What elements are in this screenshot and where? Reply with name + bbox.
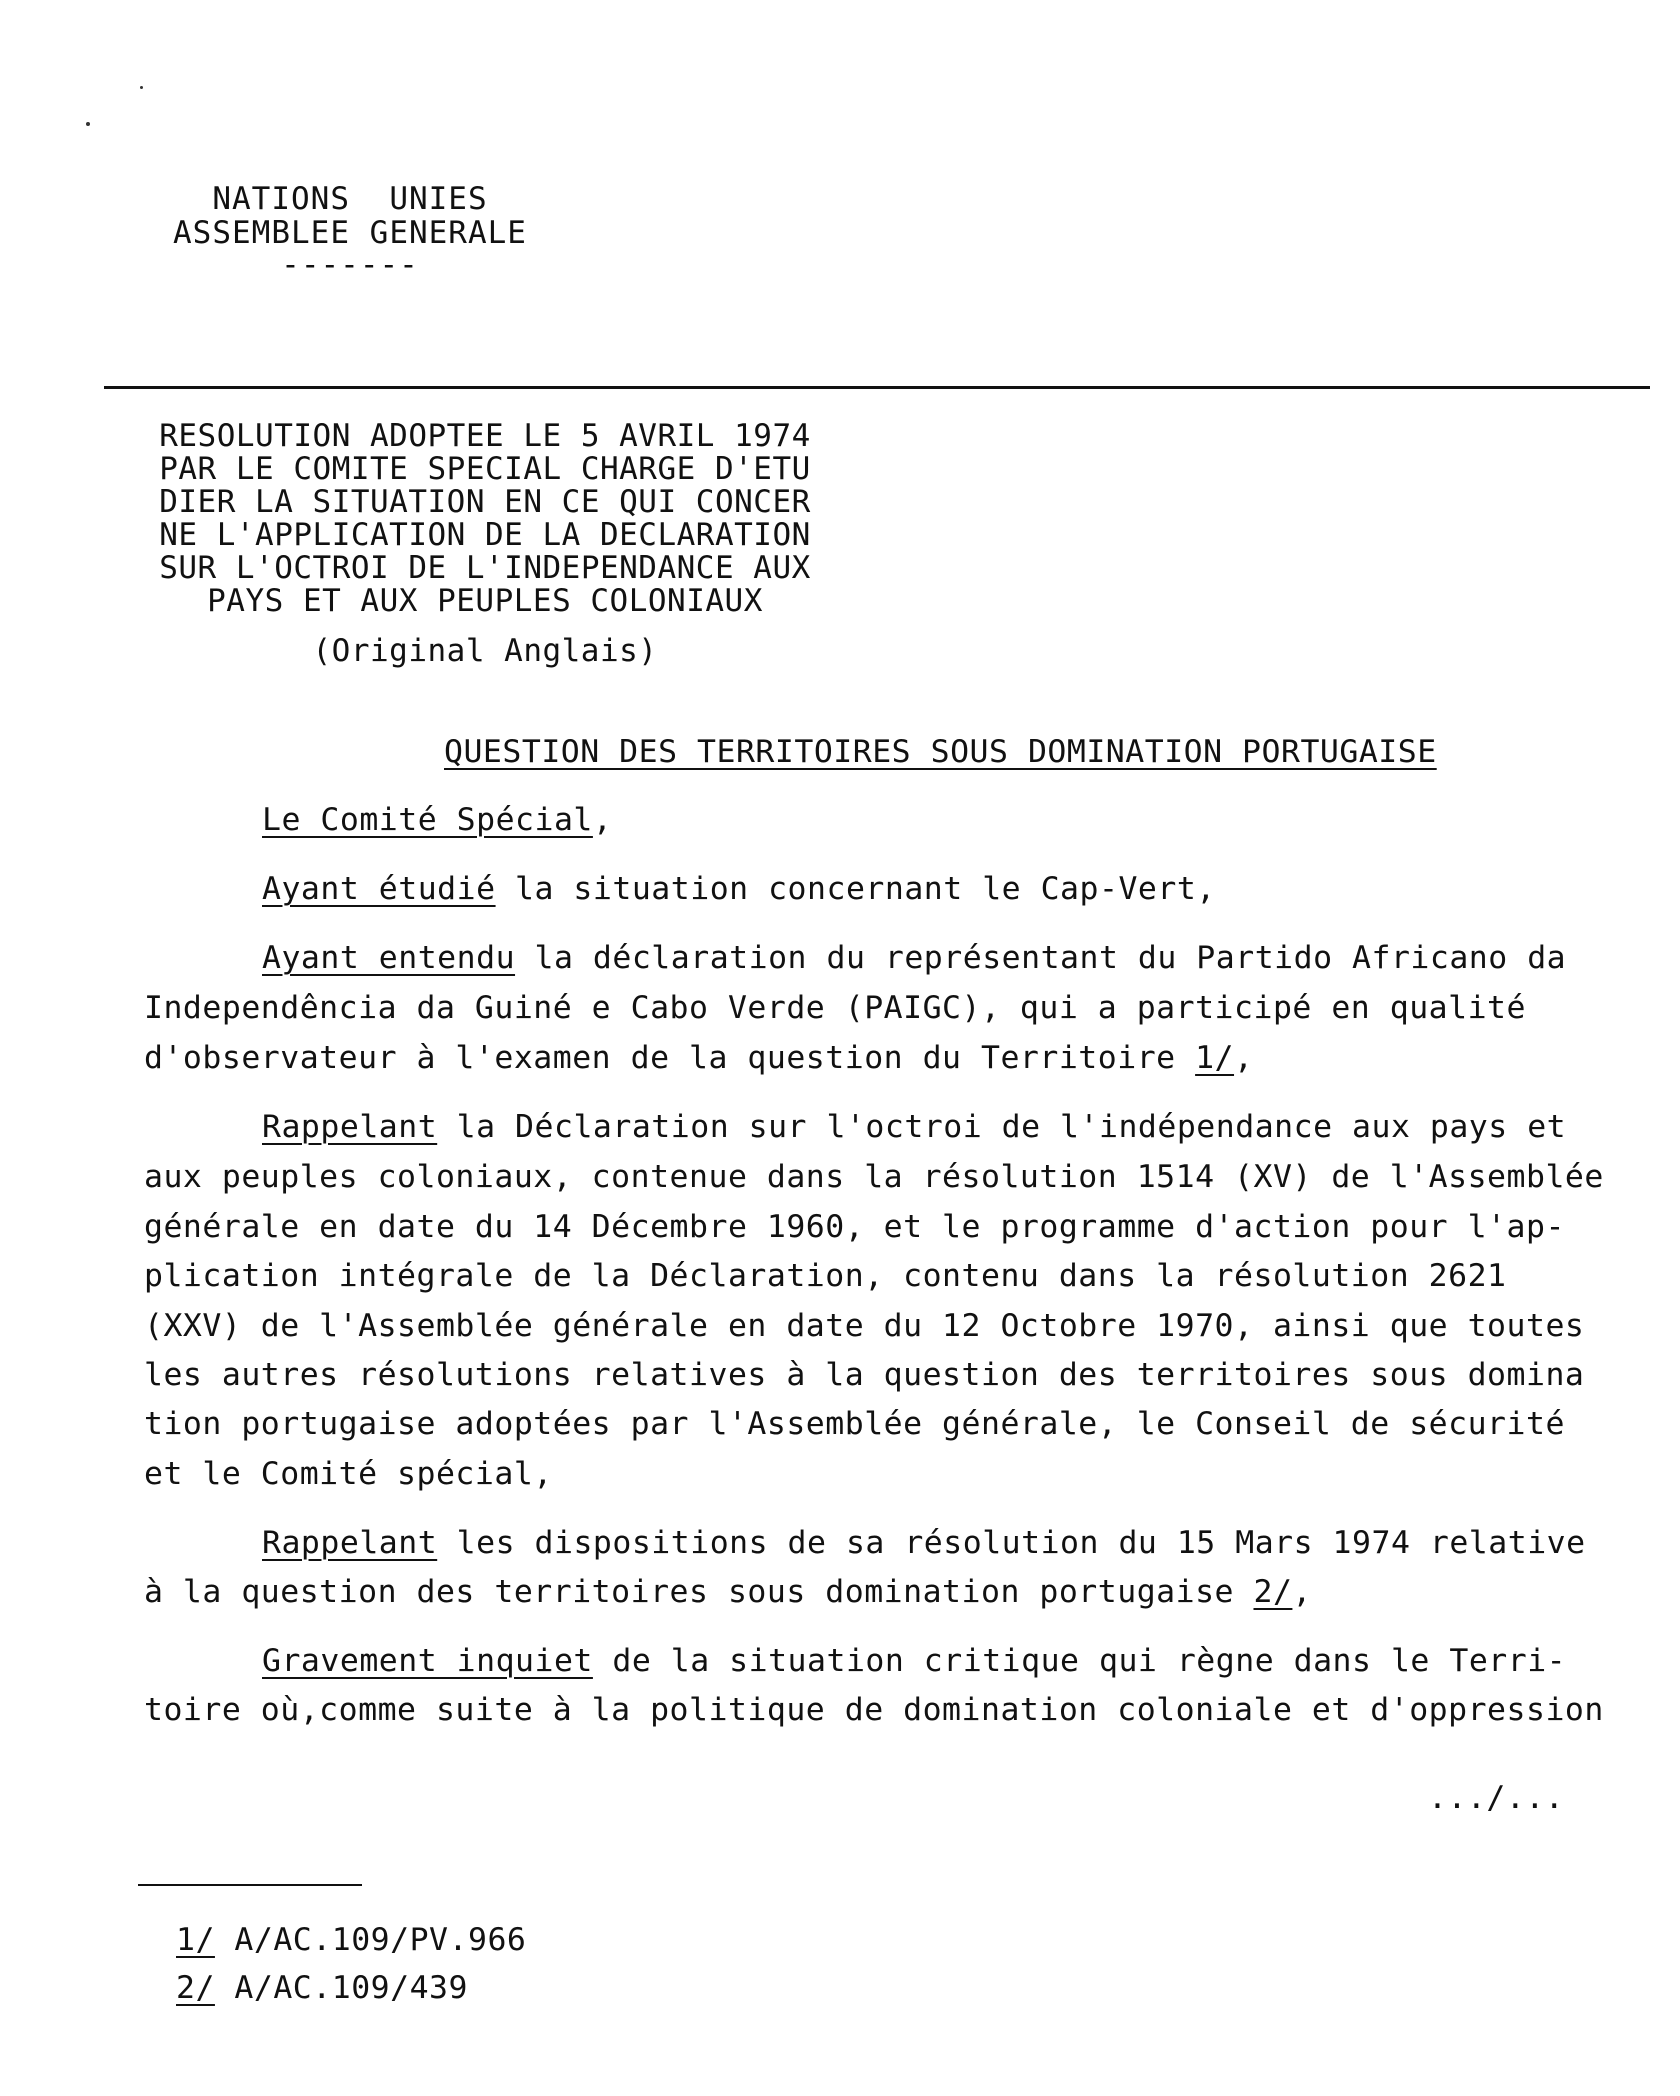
footnote-ref-2: 2/ xyxy=(1253,1574,1293,1610)
header-dashes: ------- xyxy=(281,247,419,283)
heard-text-end: d'observateur à l'examen de la question du Territoire xyxy=(144,1040,1196,1076)
paragraph-recalling-line-2: aux peuples coloniaux, contenue dans la résolution 1514 (XV) de l'Assemblée xyxy=(144,1159,1604,1195)
resolution-line-2: PAR LE COMITE SPECIAL CHARGE D'ETU xyxy=(159,451,811,487)
resolution-line-5: SUR L'OCTROI DE L'INDEPENDANCE AUX xyxy=(159,550,811,586)
recalling-lead: Rappelant xyxy=(262,1109,438,1145)
paragraph-studied xyxy=(262,871,1216,907)
committee-rest: , xyxy=(592,802,613,838)
document-title xyxy=(444,734,1437,770)
paragraph-recalling-line-6: les autres résolutions relatives à la question des territoires sous domina xyxy=(144,1357,1585,1393)
recalling-text: la Déclaration sur l'octroi de l'indépendance aux pays et xyxy=(437,1109,1567,1145)
footnote-1 xyxy=(176,1922,526,1958)
continuation-marker: .../... xyxy=(1428,1780,1565,1816)
recalling2-comma: , xyxy=(1292,1574,1312,1610)
header-rule xyxy=(104,386,1650,389)
footnote-2 xyxy=(176,1970,468,2006)
paragraph-heard-line-2: Independência da Guiné e Cabo Verde (PAIGC), qui a participé en qualité xyxy=(144,990,1526,1026)
speck xyxy=(140,86,143,89)
resolution-line-6: PAYS ET AUX PEUPLES COLONIAUX xyxy=(207,583,763,619)
heard-lead: Ayant entendu xyxy=(262,940,516,976)
footnote-ref-1: 1/ xyxy=(1195,1040,1235,1076)
body-name: ASSEMBLEE GENERALE xyxy=(173,215,527,251)
resolution-line-1: RESOLUTION ADOPTEE LE 5 AVRIL 1974 xyxy=(159,418,811,454)
paragraph-recalling2-line-1 xyxy=(262,1525,1586,1561)
concerned-text: de la situation critique qui règne dans le Terri- xyxy=(592,1643,1567,1679)
footnote-2-text: A/AC.109/439 xyxy=(214,1970,468,2006)
paragraph-heard-line-1 xyxy=(262,940,1566,976)
paragraph-recalling2-line-2 xyxy=(144,1574,1312,1610)
footnote-1-text: A/AC.109/PV.966 xyxy=(214,1922,527,1958)
paragraph-recalling-line-7: tion portugaise adoptées par l'Assemblée générale, le Conseil de sécurité xyxy=(144,1406,1565,1442)
footnote-2-ref: 2/ xyxy=(176,1970,215,2006)
recalling2-text: les dispositions de sa résolution du 15 Mars 1974 relative xyxy=(437,1525,1586,1561)
paragraph-concerned-line-2: toire où,comme suite à la politique de domination coloniale et d'oppression xyxy=(144,1692,1604,1728)
paragraph-heard-line-3 xyxy=(144,1040,1254,1076)
paragraph-recalling-line-4: plication intégrale de la Déclaration, contenu dans la résolution 2621 xyxy=(144,1258,1507,1294)
resolution-line-4: NE L'APPLICATION DE LA DECLARATION xyxy=(159,517,811,553)
speck xyxy=(86,122,90,126)
paragraph-recalling-line-5: (XXV) de l'Assemblée générale en date du 12 Octobre 1970, ainsi que toutes xyxy=(144,1308,1585,1344)
org-name: NATIONS UNIES xyxy=(212,181,488,217)
studied-rest: la situation concernant le Cap-Vert, xyxy=(495,871,1216,907)
recalling2-lead: Rappelant xyxy=(262,1525,438,1561)
original-language: (Original Anglais) xyxy=(312,633,658,669)
title-text: QUESTION DES TERRITOIRES SOUS DOMINATION PORTUGAISE xyxy=(444,734,1437,770)
heard-text: la déclaration du représentant du Partido Africano da xyxy=(515,940,1567,976)
paragraph-concerned-line-1 xyxy=(262,1643,1566,1679)
footnote-rule xyxy=(138,1884,362,1886)
recalling2-text-end: à la question des territoires sous domination portugaise xyxy=(144,1574,1254,1610)
paragraph-recalling-line-3: générale en date du 14 Décembre 1960, et le programme d'action pour l'ap- xyxy=(144,1209,1565,1245)
paragraph-committee xyxy=(262,802,612,838)
paragraph-recalling-line-8: et le Comité spécial, xyxy=(144,1456,553,1492)
footnote-1-ref: 1/ xyxy=(176,1922,215,1958)
concerned-lead: Gravement inquiet xyxy=(262,1643,593,1679)
paragraph-recalling-line-1 xyxy=(262,1109,1566,1145)
studied-lead: Ayant étudié xyxy=(262,871,496,907)
committee-lead: Le Comité Spécial xyxy=(262,802,593,838)
resolution-line-3: DIER LA SITUATION EN CE QUI CONCER xyxy=(159,484,811,520)
heard-comma: , xyxy=(1234,1040,1254,1076)
